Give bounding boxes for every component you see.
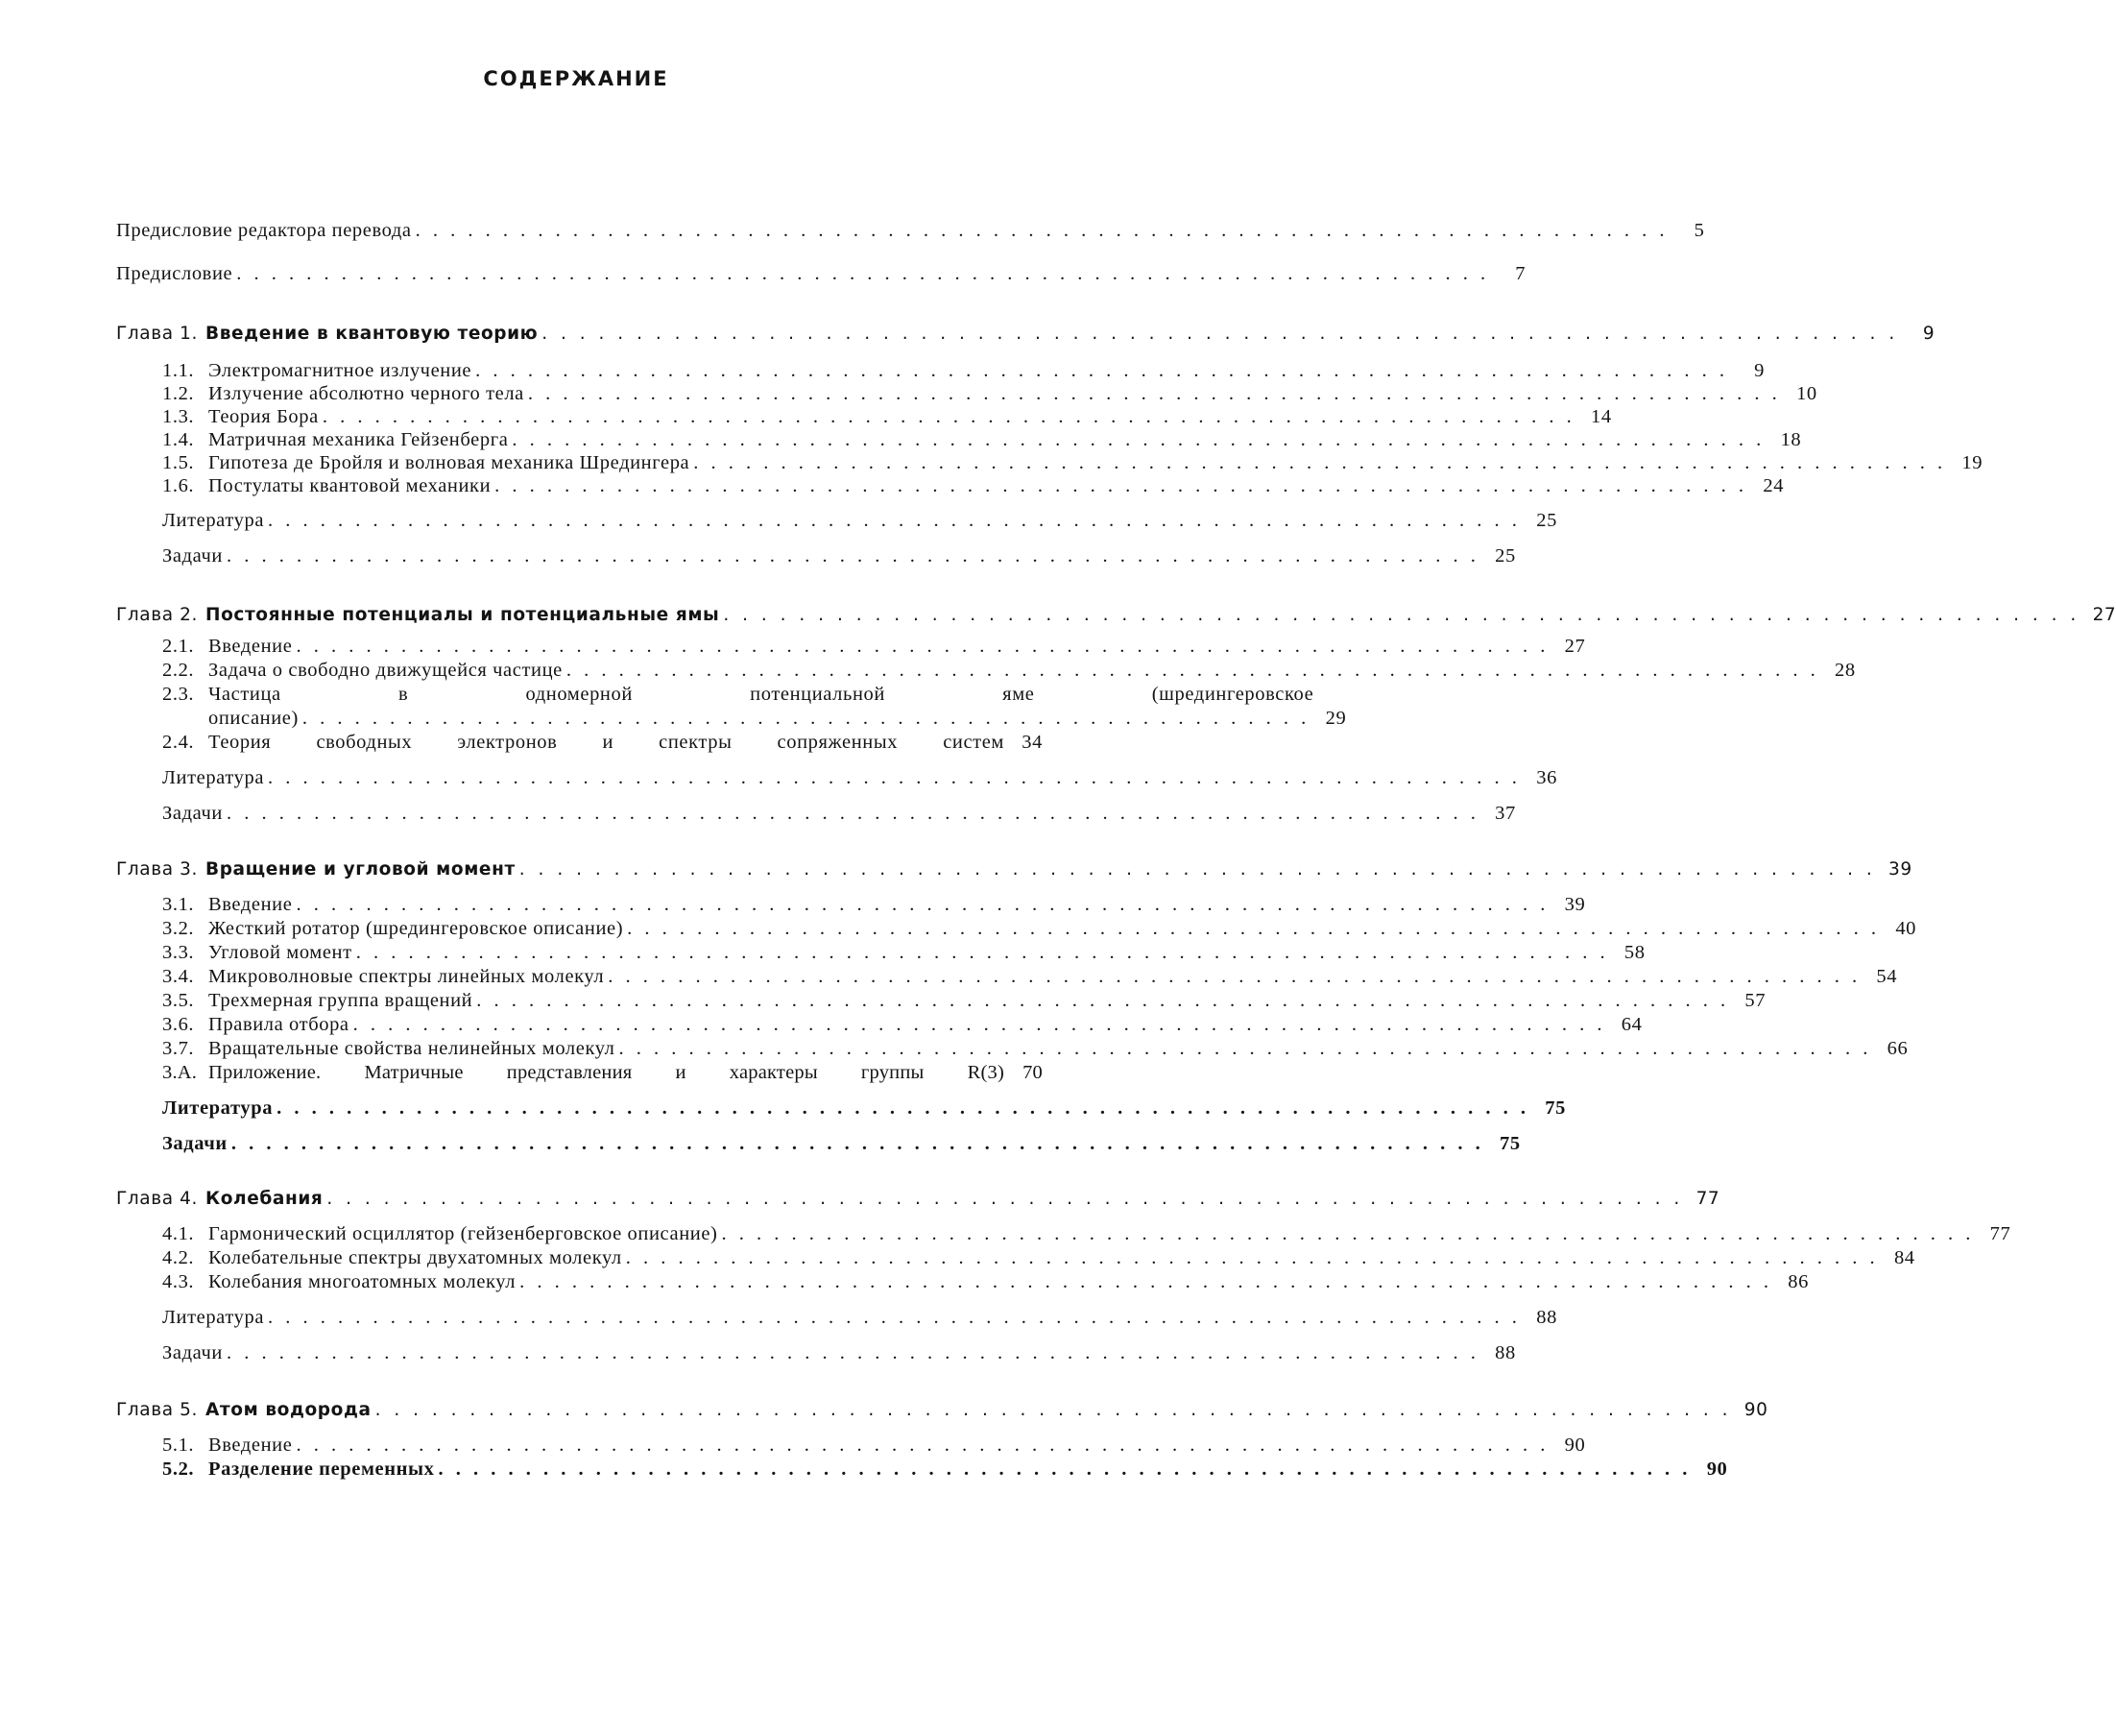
- section-number: 2.2.: [162, 660, 195, 681]
- section-number: 3.3.: [162, 942, 195, 963]
- section-title-line-1: Частица в одномерной потенциальной яме (шредингеровское: [208, 684, 1314, 705]
- toc-page-number: 86: [1788, 1271, 1809, 1292]
- problems-label: Задачи: [162, 1342, 223, 1363]
- section-number: 1.3.: [162, 406, 195, 427]
- section-number: 3.6.: [162, 1014, 195, 1035]
- section-entry[interactable]: [116, 965, 1898, 989]
- leader-dots: [268, 1306, 1521, 1330]
- leader-dots: [723, 603, 2080, 627]
- section-number: 1.2.: [162, 383, 195, 404]
- literature-label: Литература: [162, 1097, 274, 1119]
- leader-dots: [296, 893, 1549, 917]
- section-entry[interactable]: [116, 731, 1043, 755]
- toc-page-number: 36: [1536, 767, 1557, 788]
- problems-entry[interactable]: [116, 802, 1516, 826]
- leader-dots: [227, 544, 1479, 568]
- toc-page-number: 64: [1621, 1014, 1643, 1035]
- section-title: Теория Бора: [208, 406, 319, 427]
- section-number: 1.5.: [162, 452, 195, 473]
- section-title: Разделение переменных: [208, 1459, 435, 1480]
- chapter-label: Глава 4.: [116, 1189, 199, 1209]
- toc-page-number: 25: [1495, 545, 1516, 567]
- leader-dots: [608, 965, 1861, 989]
- leader-dots: [323, 405, 1575, 428]
- section-entry[interactable]: [116, 1061, 1043, 1085]
- leader-dots: [227, 802, 1479, 826]
- section-entry[interactable]: [116, 1458, 1728, 1482]
- section-number: 4.2.: [162, 1247, 195, 1268]
- literature-label: Литература: [162, 1307, 265, 1328]
- toc-page-number: 84: [1893, 1247, 1915, 1268]
- chapter-title: Вращение и угловой момент: [205, 859, 516, 880]
- section-entry[interactable]: [116, 1037, 1909, 1061]
- leader-dots: [519, 857, 1876, 881]
- chapter-label: Глава 5.: [116, 1400, 199, 1420]
- toc-page-number: 57: [1744, 990, 1767, 1011]
- section-number: 3.2.: [162, 918, 195, 939]
- chapter-heading[interactable]: [116, 857, 1912, 881]
- literature-label: Литература: [162, 767, 265, 788]
- section-number: 3.7.: [162, 1038, 195, 1059]
- leader-dots: [353, 1013, 1606, 1037]
- section-title: Вращательные свойства нелинейных молекул: [208, 1038, 615, 1059]
- section-title: Введение: [208, 1435, 293, 1456]
- chapter-label: Глава 3.: [116, 859, 199, 880]
- problems-label: Задачи: [162, 545, 223, 567]
- section-number: 1.4.: [162, 429, 195, 450]
- section-entry[interactable]: [116, 1434, 1586, 1458]
- chapter-heading[interactable]: [116, 322, 1936, 346]
- problems-label: Задачи: [162, 1133, 228, 1154]
- toc-page-number: 90: [1564, 1435, 1586, 1456]
- chapter-title: Постоянные потенциалы и потенциальные ямы: [205, 605, 720, 625]
- section-number: 2.1.: [162, 636, 195, 657]
- toc-page-number: 39: [1564, 894, 1586, 915]
- section-number: 1.6.: [162, 475, 195, 496]
- section-entry[interactable]: [116, 474, 1785, 497]
- section-entry[interactable]: [116, 382, 1817, 405]
- page-title: СОДЕРЖАНИЕ: [483, 67, 669, 90]
- toc-entry[interactable]: [116, 219, 1705, 243]
- literature-label: Литература: [162, 510, 265, 531]
- toc-page-number: 5: [1694, 220, 1705, 241]
- problems-entry[interactable]: [116, 1132, 1521, 1156]
- section-title: Постулаты квантовой механики: [208, 475, 492, 496]
- leader-dots: [296, 1434, 1549, 1458]
- section-title: Гипотеза де Бройля и волновая механика Шредингера: [208, 452, 690, 473]
- toc-page-number: 10: [1796, 383, 1817, 404]
- toc-entry[interactable]: [116, 262, 1527, 286]
- section-title-line-2: описание): [208, 708, 299, 729]
- section-title: Угловой момент: [208, 942, 352, 963]
- problems-entry[interactable]: [116, 1341, 1516, 1365]
- section-number: 3.А.: [162, 1062, 198, 1083]
- section-entry[interactable]: [116, 893, 1586, 917]
- leader-dots: [439, 1458, 1692, 1482]
- section-entry[interactable]: [116, 917, 1917, 941]
- section-entry[interactable]: [116, 1013, 1643, 1037]
- chapter-label: Глава 1.: [116, 324, 199, 344]
- leader-dots: [721, 1222, 1974, 1246]
- toc-page-number: 27: [1564, 636, 1586, 657]
- toc-page-number: 9: [1754, 360, 1766, 381]
- section-title: Электромагнитное излучение: [208, 360, 472, 381]
- problems-entry[interactable]: [116, 544, 1516, 568]
- section-number: 2.4.: [162, 732, 195, 753]
- chapter-heading[interactable]: [116, 1187, 1720, 1211]
- leader-dots: [268, 766, 1521, 790]
- section-entry[interactable]: [116, 941, 1646, 965]
- table-of-contents: [116, 219, 2116, 1482]
- chapter-heading[interactable]: [116, 603, 2116, 627]
- leader-dots: [566, 659, 1819, 683]
- section-entry[interactable]: [116, 1222, 2011, 1246]
- leader-dots: [356, 941, 1609, 965]
- section-number: 2.3.: [162, 684, 195, 705]
- toc-page-number: 14: [1591, 406, 1612, 427]
- toc-page-number: 54: [1876, 966, 1898, 987]
- toc-page-number: 40: [1895, 918, 1917, 939]
- toc-page-number: 70: [1022, 1062, 1043, 1083]
- section-entry[interactable]: [116, 359, 1766, 382]
- section-title: Трехмерная группа вращений: [208, 990, 473, 1011]
- section-entry[interactable]: [116, 428, 1802, 451]
- toc-page-number: 25: [1536, 510, 1557, 531]
- toc-page-number: 9: [1922, 324, 1936, 344]
- toc-page-number: 75: [1500, 1133, 1521, 1154]
- section-number: 3.4.: [162, 966, 195, 987]
- section-title: Приложение. Матричные представления и характеры группы R(3): [208, 1062, 1004, 1083]
- section-title: Колебательные спектры двухатомных молекул: [208, 1247, 622, 1268]
- toc-page-number: 90: [1706, 1459, 1728, 1480]
- section-title: Излучение абсолютно черного тела: [208, 383, 524, 404]
- literature-entry[interactable]: [116, 1097, 1566, 1121]
- leader-dots: [519, 1270, 1772, 1294]
- toc-entry-title: Предисловие редактора перевода: [116, 220, 412, 241]
- leader-dots: [302, 707, 1310, 731]
- leader-dots: [475, 359, 1728, 382]
- toc-page-number: 19: [1961, 452, 1984, 473]
- leader-dots: [541, 322, 1898, 346]
- section-number: 3.1.: [162, 894, 195, 915]
- section-number: 4.1.: [162, 1223, 195, 1244]
- leader-dots: [296, 635, 1549, 659]
- chapter-title: Введение в квантовую теорию: [205, 324, 539, 344]
- toc-page-number: 24: [1763, 475, 1785, 496]
- toc-page-number: 39: [1888, 859, 1912, 880]
- leader-dots: [626, 1246, 1879, 1270]
- leader-dots: [277, 1097, 1529, 1121]
- section-number: 4.3.: [162, 1271, 195, 1292]
- literature-entry[interactable]: [116, 1306, 1557, 1330]
- leader-dots: [236, 262, 1489, 286]
- leader-dots: [528, 382, 1781, 405]
- leader-dots: [693, 451, 1946, 474]
- literature-entry[interactable]: [116, 509, 1557, 533]
- toc-page-number: 27: [2092, 605, 2116, 625]
- leader-dots: [512, 428, 1765, 451]
- section-entry[interactable]: [116, 635, 1586, 659]
- section-title: Жесткий ротатор (шредингеровское описание): [208, 918, 624, 939]
- toc-page-number: 37: [1495, 803, 1516, 824]
- toc-page-number: 28: [1835, 660, 1856, 681]
- toc-page-number: 77: [1695, 1189, 1720, 1209]
- toc-entry-title: Предисловие: [116, 263, 233, 284]
- section-title: Колебания многоатомных молекул: [208, 1271, 517, 1292]
- section-title: Микроволновые спектры линейных молекул: [208, 966, 605, 987]
- chapter-label: Глава 2.: [116, 605, 199, 625]
- section-title: Теория свободных электронов и спектры сопряженных систем: [208, 732, 1004, 753]
- section-title: Задача о свободно движущейся частице: [208, 660, 563, 681]
- section-title: Введение: [208, 636, 293, 657]
- leader-dots: [375, 1398, 1732, 1422]
- section-title: Матричная механика Гейзенберга: [208, 429, 509, 450]
- toc-page-number: 7: [1515, 263, 1527, 284]
- leader-dots: [619, 1037, 1872, 1061]
- section-entry[interactable]: [116, 683, 1347, 731]
- chapter-title: Колебания: [205, 1189, 324, 1209]
- section-entry[interactable]: [116, 451, 1984, 474]
- leader-dots: [627, 917, 1880, 941]
- toc-page-number: 75: [1545, 1097, 1566, 1119]
- toc-page-number: 88: [1536, 1307, 1557, 1328]
- leader-dots: [231, 1132, 1484, 1156]
- toc-page-number: 58: [1623, 942, 1646, 963]
- section-entry[interactable]: [116, 659, 1856, 683]
- section-title: Гармонический осциллятор (гейзенберговское описание): [208, 1223, 718, 1244]
- section-title: Введение: [208, 894, 293, 915]
- leader-dots: [227, 1341, 1479, 1365]
- chapter-heading[interactable]: [116, 1398, 1768, 1422]
- chapter-title: Атом водорода: [205, 1400, 372, 1420]
- section-number: 5.2.: [162, 1459, 195, 1480]
- section-entry[interactable]: [116, 1270, 1809, 1294]
- toc-page-number: 77: [1989, 1223, 2011, 1244]
- toc-page-number: 90: [1743, 1400, 1768, 1420]
- section-number: 5.1.: [162, 1435, 195, 1456]
- leader-dots: [476, 989, 1729, 1013]
- section-entry[interactable]: [116, 989, 1767, 1013]
- section-entry[interactable]: [116, 1246, 1915, 1270]
- leader-dots: [268, 509, 1521, 533]
- toc-page-number: 88: [1495, 1342, 1516, 1363]
- toc-page-number: 66: [1887, 1038, 1909, 1059]
- leader-dots: [416, 219, 1669, 243]
- leader-dots: [326, 1187, 1683, 1211]
- problems-label: Задачи: [162, 803, 223, 824]
- section-entry[interactable]: [116, 405, 1612, 428]
- literature-entry[interactable]: [116, 766, 1557, 790]
- toc-page-number: 18: [1780, 429, 1802, 450]
- leader-dots: [494, 474, 1747, 497]
- toc-page-number: 34: [1022, 732, 1043, 753]
- section-number: 3.5.: [162, 990, 195, 1011]
- section-title: Правила отбора: [208, 1014, 349, 1035]
- section-number: 1.1.: [162, 360, 195, 381]
- toc-page-number: 29: [1325, 708, 1347, 729]
